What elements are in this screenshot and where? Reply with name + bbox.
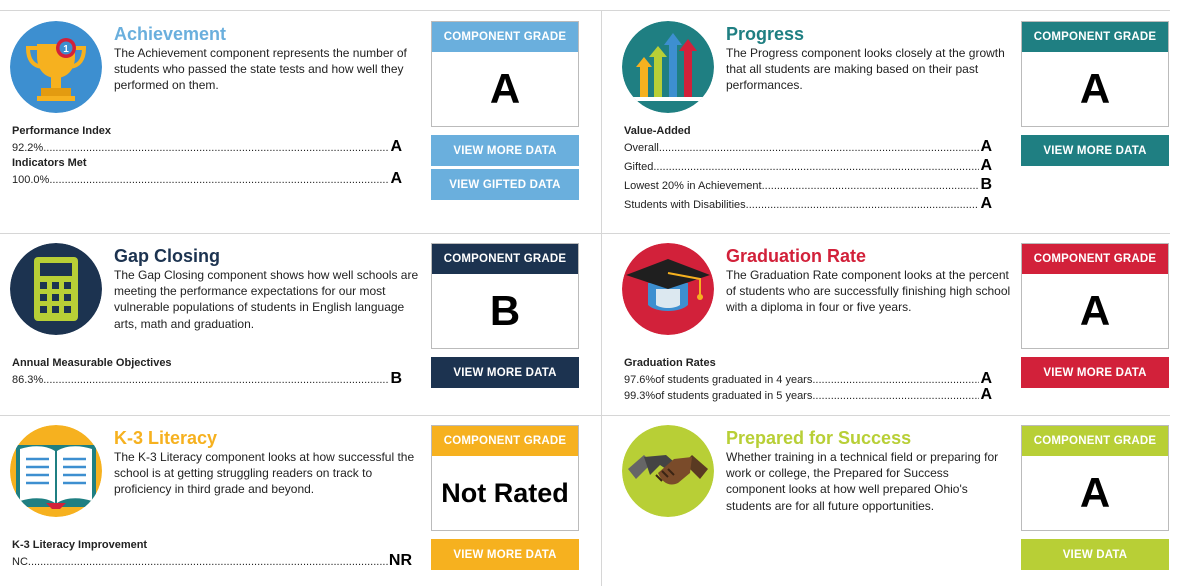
component-grade-box <box>431 425 579 531</box>
component-k3-literacy <box>10 415 590 586</box>
component-grade-value: A <box>1079 287 1111 334</box>
component-description: The Progress component looks closely at the growth that all students are making based on their past performances. <box>726 46 1005 93</box>
metric-row <box>12 370 402 389</box>
view-more-data-button[interactable]: VIEW MORE DATA <box>1021 135 1169 166</box>
metrics <box>12 357 402 389</box>
view-more-data-button[interactable]: VIEW MORE DATA <box>431 539 579 570</box>
view-more-data-button[interactable]: VIEW MORE DATA <box>1021 357 1169 388</box>
metric-value: 99.3%of students graduated in 5 years ..... <box>624 390 979 402</box>
view-data-button[interactable]: VIEW DATA <box>1021 539 1169 570</box>
open-book-icon <box>10 425 102 517</box>
component-grade-header: COMPONENT GRADE <box>1022 426 1168 456</box>
metric-row <box>624 176 992 195</box>
metrics <box>624 125 992 214</box>
metric-grade: A <box>390 170 402 187</box>
component-grade-box <box>1021 425 1169 531</box>
view-gifted-data-button[interactable]: VIEW GIFTED DATA <box>431 169 579 200</box>
trophy-icon <box>10 21 102 113</box>
component-prepared-for-success <box>622 415 1170 586</box>
metric-row <box>12 552 412 571</box>
component-grade-box <box>431 243 579 349</box>
component-description: The Achievement component represents the number of students who passed the state tests and how well they performed on them. <box>114 46 407 93</box>
metric-value: Gifted ..... <box>624 161 979 173</box>
component-grade-value: A <box>1079 65 1111 112</box>
component-title: Achievement <box>114 24 227 44</box>
component-graduation-rate <box>622 233 1170 415</box>
metric-grade: A <box>980 195 992 212</box>
component-progress <box>622 11 1170 212</box>
metric-label: Value-Added <box>624 125 691 137</box>
metric-label: Indicators Met <box>12 157 87 169</box>
component-title: Graduation Rate <box>726 246 867 266</box>
metric-row <box>624 195 992 214</box>
metric-row <box>624 386 992 402</box>
component-grade-box <box>1021 243 1169 349</box>
component-grade-header: COMPONENT GRADE <box>1022 244 1168 274</box>
metric-grade: A <box>980 138 992 155</box>
metric-row <box>624 157 992 176</box>
metric-value: 86.3% ..... <box>12 374 389 386</box>
metric-row <box>624 370 992 386</box>
metric-grade: A <box>390 138 402 155</box>
column-divider <box>601 11 602 586</box>
handshake-icon <box>622 425 714 517</box>
component-grade-header: COMPONENT GRADE <box>432 244 578 274</box>
component-grade-value: A <box>1079 469 1111 516</box>
metrics <box>12 125 402 189</box>
component-title: Prepared for Success <box>726 428 912 448</box>
metric-label: K-3 Literacy Improvement <box>12 539 148 551</box>
growth-arrows-icon <box>622 21 714 113</box>
calculator-icon <box>10 243 102 335</box>
component-title: K-3 Literacy <box>114 428 218 448</box>
metric-value: NC ..... <box>12 556 388 568</box>
svg-text:1: 1 <box>63 44 69 55</box>
metric-row <box>12 170 402 189</box>
metrics <box>624 357 992 402</box>
metric-row <box>624 138 992 157</box>
component-grade-value: B <box>489 287 521 334</box>
metric-grade: A <box>980 157 992 174</box>
graduation-cap-icon <box>622 243 714 335</box>
component-grade-header: COMPONENT GRADE <box>432 22 578 52</box>
metric-grade: NR <box>388 552 412 569</box>
component-grade-header: COMPONENT GRADE <box>1022 22 1168 52</box>
metric-value: 92.2% ..... <box>12 142 389 154</box>
component-description: Whether training in a technical field or preparing for work or college, the Prepared for Success component looks at how well prepared Ohio's students are for all future opportunities. <box>726 450 999 513</box>
metric-value: 97.6%of students graduated in 4 years ..... <box>624 374 979 386</box>
component-gap-closing <box>10 233 590 415</box>
component-description: The Gap Closing component shows how well schools are meeting the performance expectations for our most vulnerable populations of students in English language arts, math and graduation. <box>114 268 419 331</box>
component-description: The K-3 Literacy component looks at how successful the school is at getting struggling readers on track to proficiency in third grade and beyond. <box>114 450 415 497</box>
metric-label: Annual Measurable Objectives <box>12 357 172 369</box>
component-description: The Graduation Rate component looks at the percent of students who are successfully finishing high school with a diploma in four or five years. <box>726 268 1011 315</box>
metric-value: 100.0% ..... <box>12 174 389 186</box>
metric-value: Lowest 20% in Achievement ..... <box>624 180 979 192</box>
component-title: Gap Closing <box>114 246 221 266</box>
component-grade-box <box>1021 21 1169 127</box>
metric-grade: B <box>390 370 402 387</box>
metric-value: Overall ..... <box>624 142 979 154</box>
metric-grade: A <box>980 386 992 403</box>
view-more-data-button[interactable]: VIEW MORE DATA <box>431 357 579 388</box>
component-grade-box <box>431 21 579 127</box>
metric-grade: A <box>980 370 992 387</box>
metrics <box>12 539 412 571</box>
component-title: Progress <box>726 24 805 44</box>
metric-label: Graduation Rates <box>624 357 716 369</box>
metric-label: Performance Index <box>12 125 112 137</box>
component-grade-value: A <box>489 65 521 112</box>
report-card-grid <box>0 10 1170 586</box>
component-grade-header: COMPONENT GRADE <box>432 426 578 456</box>
component-grade-value: Not Rated <box>441 477 569 508</box>
view-more-data-button[interactable]: VIEW MORE DATA <box>431 135 579 166</box>
metric-value: Students with Disabilities ..... <box>624 199 979 211</box>
metric-row <box>12 138 402 157</box>
component-achievement <box>10 11 590 193</box>
metric-grade: B <box>980 176 992 193</box>
